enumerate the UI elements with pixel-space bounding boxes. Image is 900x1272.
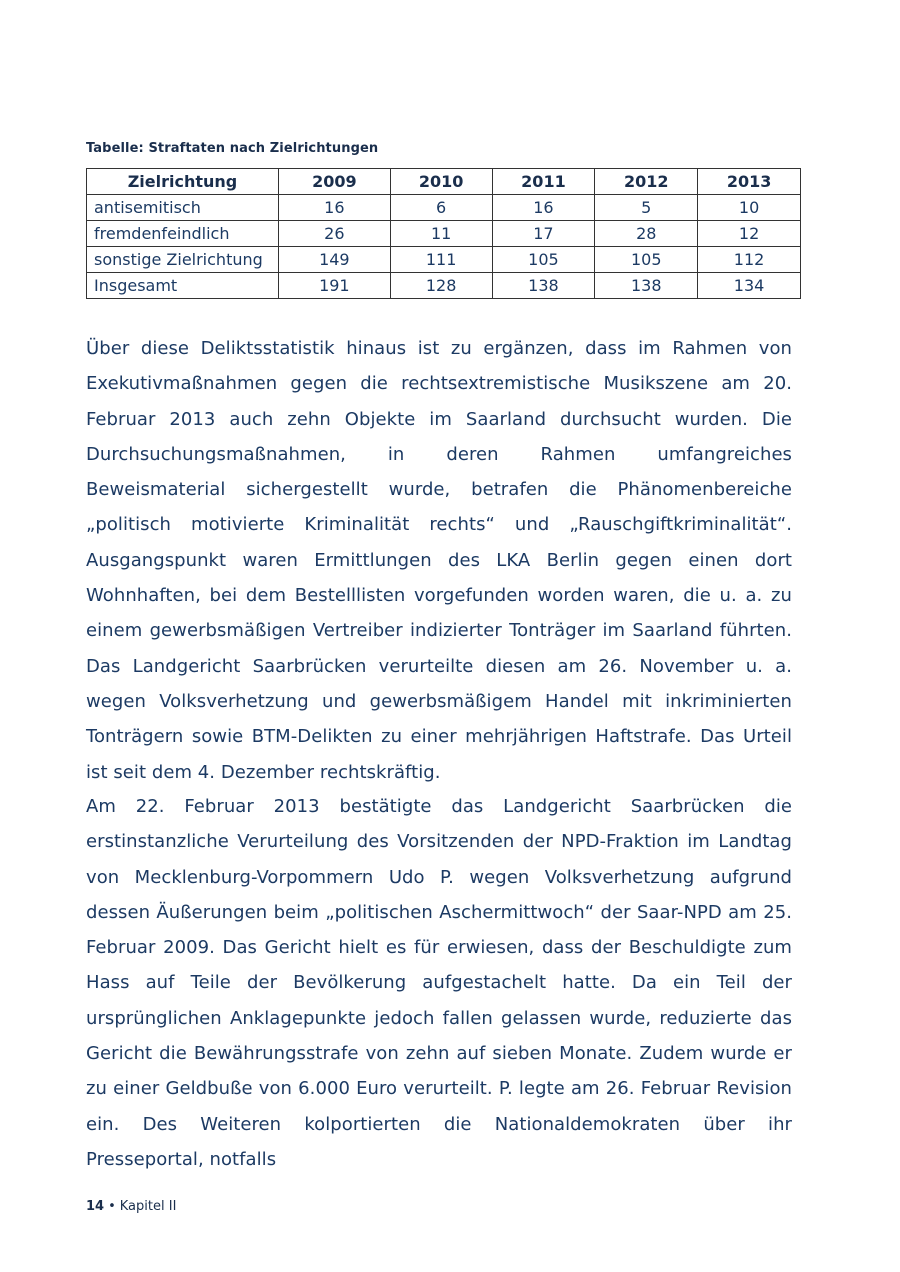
body-paragraph: Am 22. Februar 2013 bestätigte das Landgericht Saarbrücken die erstinstanzliche Verurteilung des Vorsitzenden der NPD-Fraktion im Landtag von Mecklenburg-Vorpommern Udo P. wegen Volksverhetzung aufgrund dessen Äußerungen beim „politischen Aschermittwoch“ der Saar-NPD am 25. Februar 2009. Das Gericht hielt es für erwiesen, dass der Beschuldigte zum Hass auf Teile der Bevölkerung aufgestachelt hatte. Da ein Teil der ursprünglichen Anklagepunkte jedoch fallen gelassen wurde, reduzierte das Gericht die Bewährungsstrafe von zehn auf sieben Monate. Zudem wurde er zu einer Geldbuße von 6.000 Euro verurteilt. P. legte am 26. Februar Revision ein. Des Weiteren kolportierten die Nationaldemokraten über ihr Presseportal, notfalls [86,796,792,1170]
row-label: antisemitisch [87,195,279,221]
row-label: fremdenfeindlich [87,221,279,247]
table-cell: 134 [698,273,801,299]
table-row [87,247,801,273]
body-paragraph: Über diese Deliktsstatistik hinaus ist zu ergänzen, dass im Rahmen von Exekutivmaßnahmen gegen die rechtsextremistische Musikszene am 20. Februar 2013 auch zehn Objekte im Saarland durchsucht wurden. Die Durchsuchungsmaßnahmen, in deren Rahmen umfangreiches Beweismaterial sichergestellt wurde, betrafen die Phänomenbereiche „politisch motivierte Kriminalität rechts“ und „Rauschgiftkriminalität“. Ausgangspunkt waren Ermittlungen des LKA Berlin gegen einen dort Wohnhaften, bei dem Bestelllisten vorgefunden worden waren, die u. a. zu einem gewerbsmäßigen Vertreiber indizierter Tonträger im Saarland führten. Das Landgericht Saarbrücken verurteilte diesen am 26. November u. a. wegen Volksverhetzung und gewerbsmäßigem Handel mit inkriminierten Tonträgern sowie BTM-Delikten zu einer mehrjährigen Haftstrafe. Das Urteil ist seit dem 4. Dezember rechtskräftig. [86,338,792,783]
table-cell: 138 [595,273,698,299]
page-number: 14 [86,1199,105,1214]
table-cell: 10 [698,195,801,221]
table-cell: 16 [278,195,390,221]
table-row [87,195,801,221]
table-cell: 111 [390,247,492,273]
table-cell: 112 [698,247,801,273]
table-cell: 105 [595,247,698,273]
footer-separator: • [108,1199,116,1214]
column-header-2013: 2013 [698,169,801,195]
table-cell: 17 [492,221,595,247]
table-cell: 26 [278,221,390,247]
table-cell: 105 [492,247,595,273]
row-label: Insgesamt [87,273,279,299]
row-label: sonstige Zielrichtung [87,247,279,273]
table-cell: 28 [595,221,698,247]
table-cell: 16 [492,195,595,221]
column-header-zielrichtung: Zielrichtung [87,169,279,195]
column-header-2010: 2010 [390,169,492,195]
chapter-label: Kapitel II [119,1199,177,1214]
table-row-total [87,273,801,299]
table-cell: 6 [390,195,492,221]
table-caption: Tabelle: Straftaten nach Zielrichtungen [86,141,379,156]
statistics-table [86,168,801,299]
table-cell: 149 [278,247,390,273]
column-header-2009: 2009 [278,169,390,195]
table-cell: 5 [595,195,698,221]
table-cell: 11 [390,221,492,247]
table-header-row [87,169,801,195]
table-cell: 128 [390,273,492,299]
table-row [87,221,801,247]
table-cell: 138 [492,273,595,299]
table-cell: 191 [278,273,390,299]
table-cell: 12 [698,221,801,247]
column-header-2011: 2011 [492,169,595,195]
column-header-2012: 2012 [595,169,698,195]
page-footer [86,1199,176,1214]
